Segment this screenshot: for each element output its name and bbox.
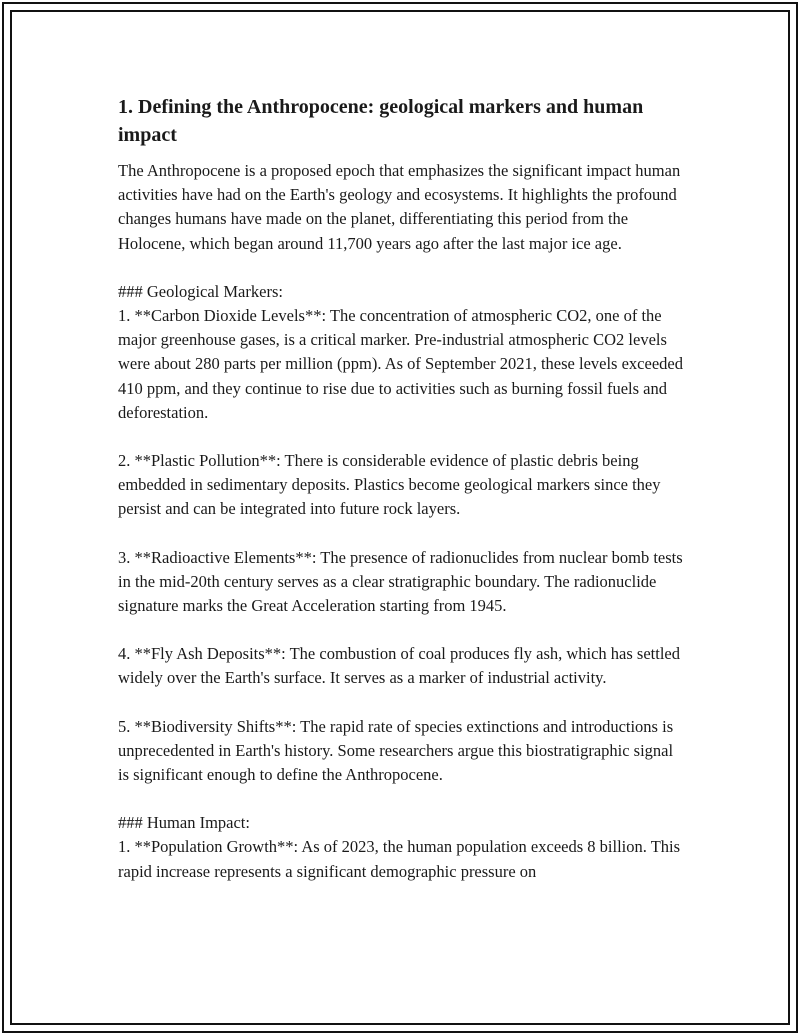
marker-item-biodiversity: 5. **Biodiversity Shifts**: The rapid rate of species extinctions and introductions is unprecedented in Earth's history. Some researchers argue this biostratigraphic signal is significant enough to define the Anthropocene.: [118, 716, 674, 785]
section-heading: 1. Defining the Anthropocene: geological markers and human impact: [118, 96, 644, 146]
geological-markers-header: ### Geological Markers:: [118, 281, 283, 301]
document-body: [118, 93, 688, 884]
marker-item-fly-ash: 4. **Fly Ash Deposits**: The combustion of coal produces fly ash, which has settled widely over the Earth's surface. It serves as a marker of industrial activity.: [118, 644, 680, 688]
impact-item-population: 1. **Population Growth**: As of 2023, the human population exceeds 8 billion. This rapid increase represents a significant demographic pressure on: [118, 837, 681, 881]
marker-item-radioactive: 3. **Radioactive Elements**: The presence of radionuclides from nuclear bomb tests in the mid-20th century serves as a clear stratigraphic boundary. The radionuclide signature marks the Great Acceleration starting from 1945.: [118, 547, 683, 616]
marker-item-co2: 1. **Carbon Dioxide Levels**: The concentration of atmospheric CO2, one of the major greenhouse gases, is a critical marker. Pre-industrial atmospheric CO2 levels were about 280 parts per million (ppm). As of September 2021, these levels exceeded 410 ppm, and they continue to rise due to activities such as burning fossil fuels and deforestation.: [118, 306, 683, 422]
human-impact-header: ### Human Impact:: [118, 813, 250, 833]
marker-item-plastic: 2. **Plastic Pollution**: There is considerable evidence of plastic debris being embedded in sedimentary deposits. Plastics become geological markers since they persist and can be integrated into future rock layers.: [118, 451, 661, 519]
intro-paragraph: The Anthropocene is a proposed epoch that emphasizes the significant impact human activities have had on the Earth's geology and ecosystems. It highlights the profound changes humans have made on the planet, differentiating this period from the Holocene, which began around 11,700 years ago after the last major ice age.: [118, 161, 681, 253]
